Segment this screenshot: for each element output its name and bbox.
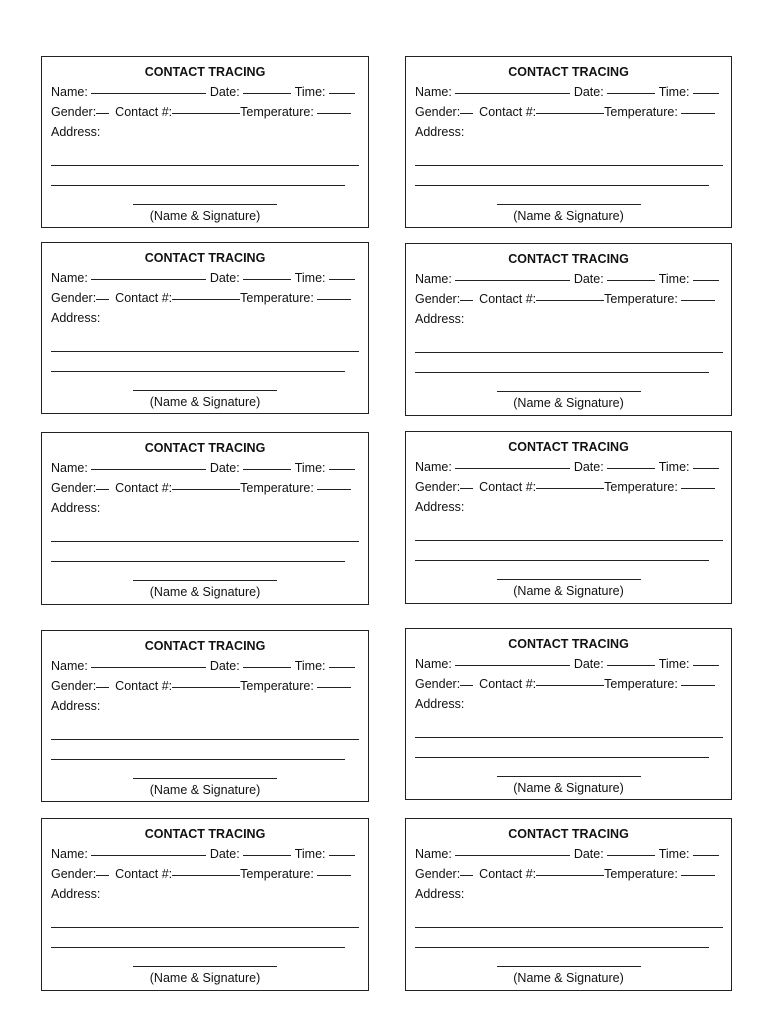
address-row [51, 696, 359, 716]
gender-contact-temperature-row [51, 288, 359, 308]
time-label: Time: [658, 460, 690, 474]
name-date-time-row [415, 269, 722, 289]
date-label: Date: [573, 657, 604, 671]
date-label: Date: [209, 85, 240, 99]
date-field[interactable] [607, 269, 655, 281]
gender-contact-temperature-row [51, 864, 359, 884]
signature-caption: (Name & Signature) [513, 209, 624, 223]
signature-line[interactable] [133, 580, 277, 581]
date-label: Date: [573, 85, 604, 99]
gender-field[interactable] [96, 478, 109, 490]
address-label: Address: [51, 887, 101, 901]
name-date-time-row [415, 82, 722, 102]
name-date-time-row [51, 844, 359, 864]
address-line-1[interactable] [415, 540, 723, 541]
address-label: Address: [51, 699, 101, 713]
date-label: Date: [573, 272, 604, 286]
address-row [415, 122, 722, 142]
address-row [415, 884, 722, 904]
temperature-field[interactable] [681, 289, 715, 301]
name-label: Name: [51, 85, 88, 99]
signature-line[interactable] [497, 579, 641, 580]
contact-number-field[interactable] [172, 676, 240, 688]
address-line-2[interactable] [51, 371, 345, 372]
contact-tracing-card [41, 432, 369, 605]
address-label: Address: [415, 500, 465, 514]
gender-contact-temperature-row [51, 676, 359, 696]
gender-field[interactable] [96, 864, 109, 876]
gender-contact-temperature-row [51, 478, 359, 498]
time-field[interactable] [329, 656, 355, 668]
date-field[interactable] [607, 844, 655, 856]
gender-label: Gender: [51, 291, 97, 305]
address-line-1[interactable] [51, 739, 359, 740]
address-label: Address: [51, 311, 101, 325]
signature-line[interactable] [133, 204, 277, 205]
card-title: CONTACT TRACING [508, 440, 629, 454]
address-label: Address: [51, 125, 101, 139]
contact-tracing-card [41, 818, 369, 991]
gender-field[interactable] [96, 288, 109, 300]
date-label: Date: [209, 659, 240, 673]
contact-tracing-card [405, 628, 732, 800]
address-line-2[interactable] [415, 372, 709, 373]
name-date-time-row [51, 458, 359, 478]
temperature-field[interactable] [681, 674, 715, 686]
gender-contact-temperature-row [415, 864, 722, 884]
address-line-1[interactable] [51, 351, 359, 352]
signature-caption: (Name & Signature) [513, 396, 624, 410]
temperature-label: Temperature: [604, 867, 678, 881]
time-field[interactable] [329, 844, 355, 856]
temperature-field[interactable] [317, 864, 351, 876]
name-field[interactable] [91, 82, 206, 94]
contact-label: Contact #: [479, 105, 537, 119]
contact-label: Contact #: [479, 677, 537, 691]
address-line-1[interactable] [415, 927, 723, 928]
address-row [51, 884, 359, 904]
gender-contact-temperature-row [415, 674, 722, 694]
signature-caption: (Name & Signature) [513, 584, 624, 598]
address-row [51, 498, 359, 518]
card-title: CONTACT TRACING [144, 65, 266, 79]
contact-number-field[interactable] [172, 288, 240, 300]
contact-number-field[interactable] [172, 864, 240, 876]
name-field[interactable] [455, 457, 570, 469]
card-title: CONTACT TRACING [508, 65, 629, 79]
contact-number-field[interactable] [536, 674, 604, 686]
address-label: Address: [415, 125, 465, 139]
name-date-time-row [415, 844, 722, 864]
date-field[interactable] [607, 82, 655, 94]
signature-line[interactable] [497, 966, 641, 967]
address-line-1[interactable] [415, 352, 723, 353]
name-label: Name: [415, 460, 452, 474]
address-row [415, 497, 722, 517]
temperature-label: Temperature: [604, 677, 678, 691]
contact-number-field[interactable] [172, 102, 240, 114]
date-label: Date: [209, 847, 240, 861]
contact-tracing-card [405, 818, 732, 991]
address-row [415, 694, 722, 714]
time-field[interactable] [693, 457, 719, 469]
gender-label: Gender: [51, 105, 97, 119]
name-date-time-row [51, 268, 359, 288]
card-title: CONTACT TRACING [144, 827, 266, 841]
temperature-field[interactable] [317, 288, 351, 300]
contact-label: Contact #: [115, 481, 173, 495]
temperature-field[interactable] [681, 864, 715, 876]
address-line-1[interactable] [415, 737, 723, 738]
time-label: Time: [294, 659, 326, 673]
name-field[interactable] [91, 268, 206, 280]
name-label: Name: [415, 85, 452, 99]
date-label: Date: [573, 460, 604, 474]
name-field[interactable] [91, 656, 206, 668]
date-label: Date: [209, 271, 240, 285]
card-title: CONTACT TRACING [144, 639, 266, 653]
address-line-2[interactable] [51, 185, 345, 186]
signature-caption: (Name & Signature) [149, 209, 261, 223]
time-field[interactable] [329, 458, 355, 470]
contact-number-field[interactable] [536, 477, 604, 489]
contact-number-field[interactable] [536, 864, 604, 876]
gender-label: Gender: [415, 677, 461, 691]
address-line-2[interactable] [415, 560, 709, 561]
name-label: Name: [415, 657, 452, 671]
contact-tracing-card [41, 242, 369, 414]
temperature-label: Temperature: [240, 291, 314, 305]
card-title: CONTACT TRACING [508, 827, 629, 841]
signature-line[interactable] [497, 776, 641, 777]
gender-field[interactable] [96, 102, 109, 114]
name-label: Name: [415, 847, 452, 861]
temperature-field[interactable] [317, 102, 351, 114]
contact-number-field[interactable] [536, 289, 604, 301]
temperature-field[interactable] [317, 478, 351, 490]
signature-line[interactable] [133, 390, 277, 391]
contact-number-field[interactable] [536, 102, 604, 114]
time-label: Time: [294, 461, 326, 475]
temperature-label: Temperature: [240, 679, 314, 693]
contact-tracing-card [41, 630, 369, 802]
temperature-label: Temperature: [604, 292, 678, 306]
address-label: Address: [415, 697, 465, 711]
date-field[interactable] [607, 654, 655, 666]
name-date-time-row [415, 457, 722, 477]
name-label: Name: [51, 847, 88, 861]
gender-contact-temperature-row [415, 289, 722, 309]
temperature-label: Temperature: [604, 480, 678, 494]
signature-caption: (Name & Signature) [149, 971, 261, 985]
time-label: Time: [658, 847, 690, 861]
address-label: Address: [415, 887, 465, 901]
address-line-1[interactable] [51, 541, 359, 542]
gender-field[interactable] [460, 102, 473, 114]
gender-field[interactable] [96, 676, 109, 688]
time-field[interactable] [693, 269, 719, 281]
date-field[interactable] [607, 457, 655, 469]
signature-caption: (Name & Signature) [149, 395, 261, 409]
signature-line[interactable] [497, 391, 641, 392]
signature-caption: (Name & Signature) [513, 781, 624, 795]
date-label: Date: [209, 461, 240, 475]
gender-contact-temperature-row [415, 102, 722, 122]
contact-tracing-card [405, 56, 732, 228]
address-line-1[interactable] [51, 927, 359, 928]
contact-number-field[interactable] [172, 478, 240, 490]
card-title: CONTACT TRACING [144, 441, 266, 455]
time-label: Time: [294, 271, 326, 285]
gender-label: Gender: [51, 679, 97, 693]
date-field[interactable] [243, 458, 291, 470]
contact-label: Contact #: [479, 292, 537, 306]
date-field[interactable] [243, 268, 291, 280]
gender-contact-temperature-row [51, 102, 359, 122]
date-field[interactable] [243, 844, 291, 856]
contact-label: Contact #: [115, 679, 173, 693]
address-row [415, 309, 722, 329]
name-date-time-row [51, 82, 359, 102]
address-row [51, 308, 359, 328]
name-field[interactable] [455, 844, 570, 856]
gender-label: Gender: [415, 105, 461, 119]
signature-line[interactable] [133, 778, 277, 779]
gender-contact-temperature-row [415, 477, 722, 497]
gender-label: Gender: [415, 867, 461, 881]
address-line-2[interactable] [51, 947, 345, 948]
temperature-field[interactable] [317, 676, 351, 688]
signature-caption: (Name & Signature) [513, 971, 624, 985]
date-label: Date: [573, 847, 604, 861]
time-field[interactable] [329, 82, 355, 94]
gender-field[interactable] [460, 477, 473, 489]
time-label: Time: [294, 85, 326, 99]
temperature-label: Temperature: [604, 105, 678, 119]
gender-label: Gender: [415, 292, 461, 306]
time-field[interactable] [693, 654, 719, 666]
card-title: CONTACT TRACING [508, 252, 629, 266]
contact-label: Contact #: [115, 105, 173, 119]
signature-line[interactable] [133, 966, 277, 967]
temperature-label: Temperature: [240, 867, 314, 881]
address-line-2[interactable] [415, 185, 709, 186]
name-field[interactable] [455, 654, 570, 666]
contact-tracing-card [405, 243, 732, 416]
date-field[interactable] [243, 82, 291, 94]
temperature-label: Temperature: [240, 105, 314, 119]
signature-line[interactable] [497, 204, 641, 205]
gender-label: Gender: [51, 867, 97, 881]
name-label: Name: [51, 271, 88, 285]
name-label: Name: [415, 272, 452, 286]
name-field[interactable] [91, 844, 206, 856]
contact-tracing-card [41, 56, 369, 228]
card-title: CONTACT TRACING [508, 637, 629, 651]
contact-label: Contact #: [115, 867, 173, 881]
gender-label: Gender: [415, 480, 461, 494]
time-label: Time: [294, 847, 326, 861]
address-line-2[interactable] [415, 757, 709, 758]
name-date-time-row [415, 654, 722, 674]
temperature-label: Temperature: [240, 481, 314, 495]
address-line-1[interactable] [51, 165, 359, 166]
address-line-1[interactable] [415, 165, 723, 166]
address-row [51, 122, 359, 142]
gender-field[interactable] [460, 674, 473, 686]
contact-label: Contact #: [479, 867, 537, 881]
contact-label: Contact #: [479, 480, 537, 494]
name-field[interactable] [455, 82, 570, 94]
address-line-2[interactable] [51, 759, 345, 760]
temperature-field[interactable] [681, 477, 715, 489]
time-field[interactable] [693, 844, 719, 856]
time-label: Time: [658, 272, 690, 286]
date-field[interactable] [243, 656, 291, 668]
name-field[interactable] [91, 458, 206, 470]
name-date-time-row [51, 656, 359, 676]
contact-tracing-card [405, 431, 732, 604]
gender-field[interactable] [460, 864, 473, 876]
gender-label: Gender: [51, 481, 97, 495]
time-field[interactable] [329, 268, 355, 280]
address-line-2[interactable] [415, 947, 709, 948]
time-label: Time: [658, 85, 690, 99]
address-line-2[interactable] [51, 561, 345, 562]
signature-caption: (Name & Signature) [149, 585, 261, 599]
name-label: Name: [51, 659, 88, 673]
gender-field[interactable] [460, 289, 473, 301]
contact-label: Contact #: [115, 291, 173, 305]
signature-caption: (Name & Signature) [149, 783, 261, 797]
time-label: Time: [658, 657, 690, 671]
time-field[interactable] [693, 82, 719, 94]
address-label: Address: [51, 501, 101, 515]
address-label: Address: [415, 312, 465, 326]
temperature-field[interactable] [681, 102, 715, 114]
name-field[interactable] [455, 269, 570, 281]
name-label: Name: [51, 461, 88, 475]
card-title: CONTACT TRACING [144, 251, 266, 265]
